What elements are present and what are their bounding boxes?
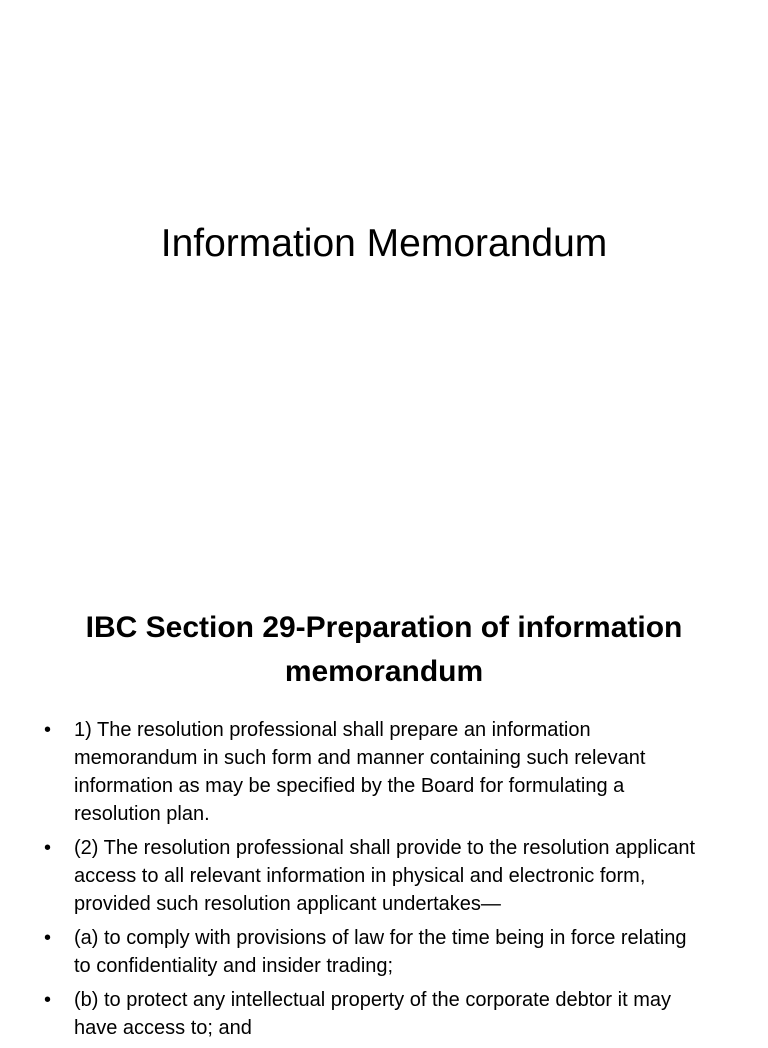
- bullet-item: [44, 986, 704, 1042]
- bullet-text: 1) The resolution professional shall prepare an information memorandum in such form and manner containing such relevant information as may be specified by the Board for formulating a resolution plan.: [74, 719, 646, 825]
- bullet-text: (b) to protect any intellectual property of the corporate debtor it may have access to; and: [74, 989, 671, 1039]
- bullet-icon: •: [44, 837, 52, 859]
- bullet-icon: •: [44, 927, 52, 949]
- slide-2: [0, 576, 768, 1039]
- bullet-text: (a) to comply with provisions of law for the time being in force relating to confidentiality and insider trading;: [74, 927, 687, 977]
- bullet-item: [44, 924, 704, 980]
- slide-1-title: Information Memorandum: [160, 222, 608, 265]
- bullet-list: [44, 716, 704, 1048]
- bullet-icon: •: [44, 989, 52, 1011]
- bullet-item: [44, 834, 704, 918]
- slide-2-title: IBC Section 29-Preparation of information memorandum: [85, 611, 683, 688]
- bullet-item: [44, 716, 704, 828]
- bullet-icon: •: [44, 719, 52, 741]
- bullet-text: (2) The resolution professional shall provide to the resolution applicant access to all relevant information in physical and electronic form, provided such resolution applicant undertakes—: [74, 837, 696, 915]
